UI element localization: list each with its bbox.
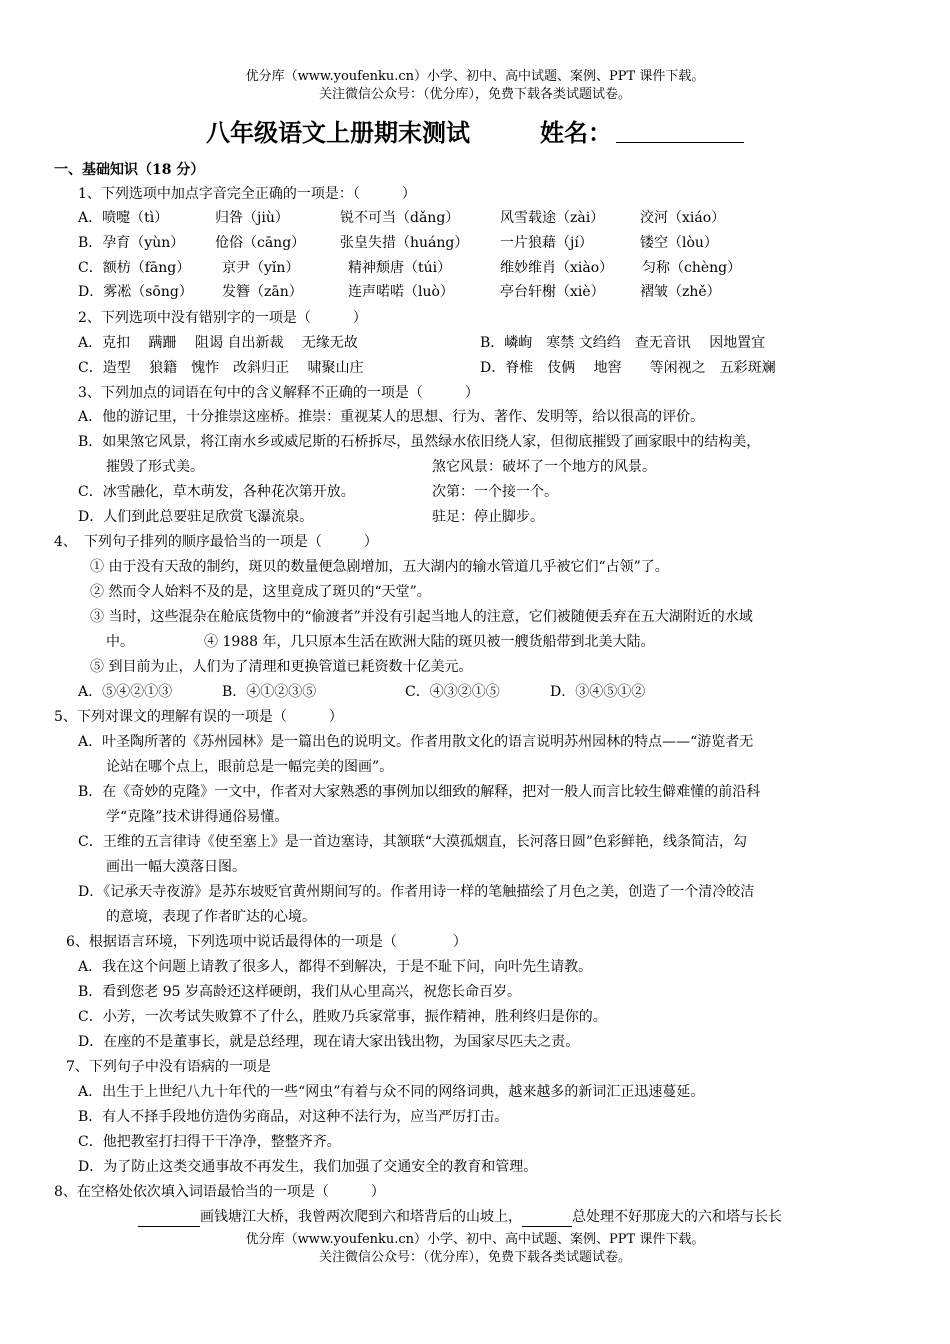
q3-option-b-explanation: 煞它风景：破坏了一个地方的风景。	[432, 459, 656, 475]
q7-option-b: B．有人不择手段地仿造伪劣商品，对这种不法行为，应当严厉打击。	[78, 1109, 509, 1125]
q2-option-a: A．克扣 蹒跚 阻谒 自出新裁 无缘无故	[78, 335, 358, 351]
name-blank[interactable]	[616, 120, 744, 143]
q5-option-c-line-1: C．王维的五言律诗《使至塞上》是一首边塞诗，其颔联“大漠孤烟直，长河落日圆”色彩鲜艳，线条简洁，勾	[78, 834, 748, 850]
q4-stem: 4、 下列句子排列的顺序最恰当的一项是（ ）	[54, 534, 378, 550]
q6-option-b: B．看到您老 95 岁高龄还这样硬朗，我们从心里高兴，祝您长命百岁。	[78, 984, 522, 1000]
site-header-line-2: 关注微信公众号：（优分库），免费下载各类试题试卷。	[318, 87, 631, 102]
q4-sentence-1: ① 由于没有天敌的制约，斑贝的数量便急剧增加，五大湖内的输水管道几乎被它们“占领”了。	[90, 559, 669, 575]
q3-option-d-explanation: 驻足：停止脚步。	[432, 509, 544, 525]
q4-sentence-3: ③ 当时，这些混杂在舱底货物中的“偷渡者”并没有引起当地人的注意，它们被随便丢弃在五大湖附近的水域	[90, 609, 753, 625]
q5-option-a-line-2: 论站在哪个点上，眼前总是一幅完美的图画”。	[106, 759, 394, 775]
q2-option-c: C．造型 狼籍 愧怍 改斜归正 啸聚山庄	[78, 360, 364, 376]
q2-option-b: B．嶙峋 寒禁 文绉绉 查无音讯 因地置宜	[480, 335, 766, 351]
q7-option-c: C．他把教室打扫得干干净净，整整齐齐。	[78, 1134, 341, 1150]
q2-stem: 2、下列选项中没有错别字的一项是（ ）	[78, 310, 367, 326]
q8-passage-part-2: 总处理不好那庞大的六和塔与长长	[572, 1209, 782, 1225]
q7-stem: 7、下列句子中没有语病的一项是	[66, 1059, 271, 1075]
q5-option-b-line-1: B．在《奇妙的克隆》一文中，作者对大家熟悉的事例加以细致的解释，把对一般人而言比较生僻难懂的前沿科	[78, 784, 761, 800]
section-heading: 一、基础知识（18 分）	[54, 162, 205, 178]
q3-option-d: D．人们到此总要驻足欣赏飞瀑流泉。	[78, 509, 314, 525]
q4-sentence-3-cont: 中。	[106, 634, 134, 650]
site-footer-line-2: 关注微信公众号：（优分库），免费下载各类试题试卷。	[318, 1250, 631, 1265]
q3-option-c: C．冰雪融化，草木萌发，各种花次第开放。	[78, 484, 355, 500]
q6-stem: 6、根据语言环境，下列选项中说话最得体的一项是（ ）	[66, 934, 467, 950]
q4-sentence-5: ⑤ 到目前为止，人们为了清理和更换管道已耗资数十亿美元。	[90, 659, 473, 675]
site-footer-line-1: 优分库（www.youfenku.cn）小学、初中、高中试题、案例、PPT 课件下载。	[245, 1232, 705, 1247]
q8-blank-1[interactable]	[138, 1208, 200, 1227]
q5-option-d-line-2: 的意境，表现了作者旷达的心境。	[106, 909, 316, 925]
q5-option-a-line-1: A．叶圣陶所著的《苏州园林》是一篇出色的说明文。作者用散文化的语言说明苏州园林的特点——“游览者无	[78, 734, 754, 750]
q3-stem: 3、下列加点的词语在句中的含义解释不正确的一项是（ ）	[78, 385, 479, 401]
exam-title-text: 八年级语文上册期末测试	[206, 118, 470, 147]
q5-option-c-line-2: 画出一幅大漠落日图。	[106, 859, 246, 875]
q6-option-c: C．小芳，一次考试失败算不了什么，胜败乃兵家常事，振作精神，胜利终归是你的。	[78, 1009, 607, 1025]
q3-option-a: A．他的游记里，十分推崇这座桥。推崇：重视某人的思想、行为、著作、发明等，给以很高的评价。	[78, 409, 705, 425]
q3-option-c-explanation: 次第：一个接一个。	[432, 484, 558, 500]
q1-stem: 1、下列选项中加点字音完全正确的一项是：（ ）	[78, 186, 416, 202]
q5-stem: 5、下列对课文的理解有误的一项是（ ）	[54, 709, 343, 725]
q6-option-a: A．我在这个问题上请教了很多人，都得不到解决，于是不耻下问，向叶先生请教。	[78, 959, 593, 975]
q8-stem: 8、在空格处依次填入词语最恰当的一项是（ ）	[54, 1184, 385, 1200]
q3-option-b-line-1: B．如果煞它风景，将江南水乡或威尼斯的石桥拆尽，虽然绿水依旧绕人家，但彻底摧毁了画家眼中的结构美，	[78, 434, 761, 450]
q4-sentence-4: ④ 1988 年，几只原本生活在欧洲大陆的斑贝被一艘货船带到北美大陆。	[204, 634, 655, 650]
q4-sentence-2: ② 然而令人始料不及的是，这里竟成了斑贝的“天堂”。	[90, 584, 431, 600]
site-header-line-1: 优分库（www.youfenku.cn）小学、初中、高中试题、案例、PPT 课件下载。	[245, 69, 705, 84]
q8-blank-2[interactable]	[522, 1208, 572, 1227]
q7-option-d: D．为了防止这类交通事故不再发生，我们加强了交通安全的教育和管理。	[78, 1159, 538, 1175]
q7-option-a: A．出生于上世纪八九十年代的一些“网虫”有着与众不同的网络词典，越来越多的新词汇正迅速蔓延。	[78, 1084, 705, 1100]
q5-option-b-line-2: 学“克隆”技术讲得通俗易懂。	[106, 809, 289, 825]
q2-option-d: D．脊椎 伎俩 地窖 等闲视之 五彩斑斓	[480, 360, 776, 376]
q5-option-d-line-1: D．《记承天寺夜游》是苏东坡贬官黄州期间写的。作者用诗一样的笔触描绘了月色之美，创造了一个清冷皎洁	[78, 884, 755, 900]
name-label: 姓名：	[540, 118, 612, 147]
exam-page: 优分库（www.youfenku.cn）小学、初中、高中试题、案例、PPT 课件下载。 关注微信公众号：（优分库），免费下载各类试题试卷。 八年级语文上册期末测试 姓名： 一、基础知识（18 分） 1、下列选项中加点字音完全正确的一项是：（ ） A．喷嚏（tì） 归咎（jiù） 锐不可当（dǎng） 风雪载途（zài） 洨河（xiáo） B．孕育（yùn） 伧俗（cāng） 张皇失措（huáng） 一片狼藉（jí） 镂空（lòu） C．额枋（fāng） 京尹（yǐn） 精神颓唐（túi） 维妙维肖（xiào） 匀称（chèng） D．雾凇（sōng） 发簪（zān） 连声喏喏（luò） 亭台轩榭（xiè） 褶皱（zhě） 2、下列选项中没有错别字的一项是（ ） A．克扣 蹒跚 阻谒 自出新裁 无缘无故 B．嶙峋 寒禁 文绉绉 查无音讯 因地置宜 C．造型 狼籍 愧怍 改斜归正 啸聚山庄 D．脊椎 伎俩 地窖 等闲视之 五彩斑斓 3、下列加点的词语在句中的含义解释不正确的一项是（ ） A．他的游记里，十分推崇这座桥。推崇：重视某人的思想、行为、著作、发明等，给以很高的评价。 B．如果煞它风景，将江南水乡或威尼斯的石桥拆尽，虽然绿水依旧绕人家，但彻底摧毁了画家眼中的结构美， 摧毁了形式美。 煞它风景：破坏了一个地方的风景。 C．冰雪融化，草木萌发，各种花次第开放。 次第：一个接一个。 D．人们到此总要驻足欣赏飞瀑流泉。 驻足：停止脚步。 4、 下列句子排列的顺序最恰当的一项是（ ） ① 由于没有天敌的制约，斑贝的数量便急剧增加，五大湖内的输水管道几乎被它们“占领”了。 ② 然而令人始料不及的是，这里竟成了斑贝的“天堂”。 ③ 当时，这些混杂在舱底货物中的“偷渡者”并没有引起当地人的注意，它们被随便丢弃在五大湖附近的水域 中。 ④ 1988 年，几只原本生活在欧洲大陆的斑贝被一艘货船带到北美大陆。 ⑤ 到目前为止，人们为了清理和更换管道已耗资数十亿美元。 A．⑤④②①③ B．④①②③⑤ C．④③②①⑤ D．③④⑤①② 5、下列对课文的理解有误的一项是（ ） A．叶圣陶所著的《苏州园林》是一篇出色的说明文。作者用散文化的语言说明苏州园林的特点——“游览者无 论站在哪个点上，眼前总是一幅完美的图画”。 B．在《奇妙的克隆》一文中，作者对大家熟悉的事例加以细致的解释，把对一般人而言比较生僻难懂的前沿科 学“克隆”技术讲得通俗易懂。 C．王维的五言律诗《使至塞上》是一首边塞诗，其颔联“大漠孤烟直，长河落日圆”色彩鲜艳，线条简洁，勾 画出一幅大漠落日图。 D．《记承天寺夜游》是苏东坡贬官黄州期间写的。作者用诗一样的笔触描绘了月色之美，创造了一个清冷皎洁 的意境，表现了作者旷达的心境。 6、根据语言环境，下列选项中说话最得体的一项是（ ） A．我在这个问题上请教了很多人，都得不到解决，于是不耻下问，向叶先生请教。 B．看到您老 95 岁高龄还这样硬朗，我们从心里高兴，祝您长命百岁。 C．小芳，一次考试失败算不了什么，胜败乃兵家常事，振作精神，胜利终归是你的。 D．在座的不是董事长，就是总经理，现在请大家出钱出物，为国家尽匹夫之责。 7、下列句子中没有语病的一项是 A．出生于上世纪八九十年代的一些“网虫”有着与众不同的网络词典，越来越多的新词汇正迅速蔓延。 B．有人不择手段地仿造伪劣商品，对这种不法行为，应当严厉打击。 C．他把教室打扫得干干净净，整整齐齐。 D．为了防止这类交通事故不再发生，我们加强了交通安全的教育和管理。 8、在空格处依次填入词语最恰当的一项是（ ） 画钱塘江大桥，我曾两次爬到六和塔背后的山坡上， 总处理不好那庞大的六和塔与长长 优分库（www.youfenku.cn）小学、初中、高中试题、案例、PPT 课件下载。 关注微信公众号：（优分库），免费下载各类试题试卷。	[0, 0, 950, 1344]
exam-title	[0, 118, 950, 148]
q3-option-b-line-2: 摧毁了形式美。	[106, 459, 204, 475]
q8-passage-part-1: 画钱塘江大桥，我曾两次爬到六和塔背后的山坡上，	[200, 1209, 522, 1225]
q6-option-d: D．在座的不是董事长，就是总经理，现在请大家出钱出物，为国家尽匹夫之责。	[78, 1034, 580, 1050]
q8-passage-line	[138, 1207, 782, 1227]
